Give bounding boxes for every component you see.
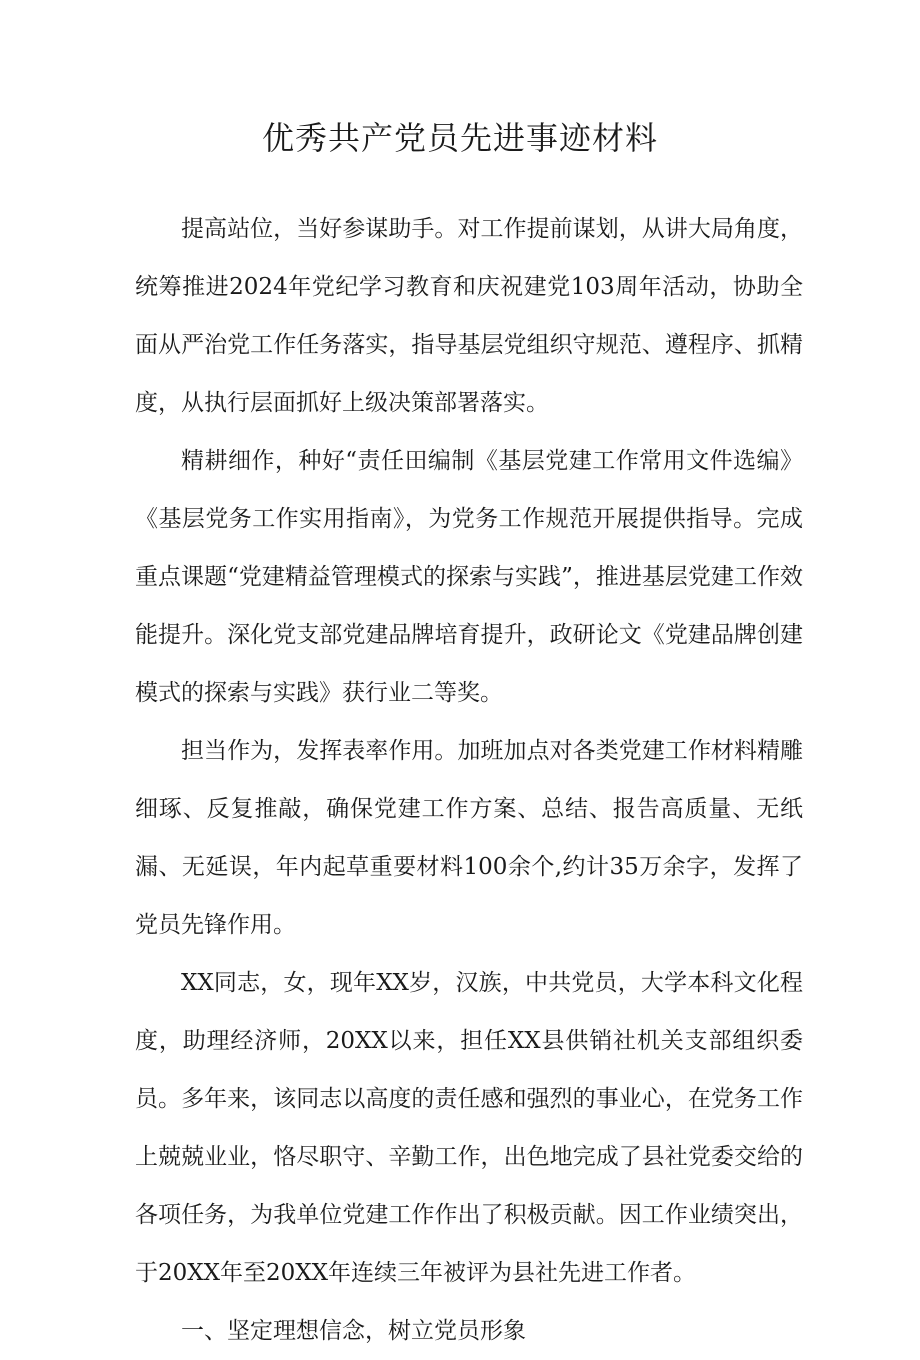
paragraph-4: XX同志，女，现年XX岁，汉族，中共党员，大学本科文化程度，助理经济师，20XX以来，担任XX县供销社机关支部组织委员。多年来，该同志以高度的责任感和强烈的事业心，在党务工作上兢兢业业，恪尽职守、辛勤工作，出色地完成了县社党委交给的各项任务，为我单位党建工作作出了积极贡献。因工作业绩突出，于20XX年至20XX年连续三年被评为县社先进工作者。 <box>135 970 803 1286</box>
paragraph-1: 提高站位，当好参谋助手。对工作提前谋划，从讲大局角度，统筹推进2024年党纪学习教育和庆祝建党103周年活动，协助全面从严治党工作任务落实，指导基层党组织守规范、遵程序、抓精度，从执行层面抓好上级决策部署落实。 <box>135 216 803 416</box>
paragraph-2: 精耕细作，种好“责任田编制《基层党建工作常用文件选编》《基层党务工作实用指南》，为党务工作规范开展提供指导。完成重点课题“党建精益管理模式的探索与实践”，推进基层党建工作效能提升。深化党支部党建品牌培育提升，政研论文《党建品牌创建模式的探索与实践》获行业二等奖。 <box>135 448 803 706</box>
paragraph-3: 担当作为，发挥表率作用。加班加点对各类党建工作材料精雕细琢、反复推敲，确保党建工作方案、总结、报告高质量、无纸漏、无延误，年内起草重要材料100余个,约计35万余字，发挥了党员先锋作用。 <box>135 738 803 938</box>
document-body <box>135 200 803 1360</box>
document-title: 优秀共产党员先进事迹材料 <box>261 119 658 157</box>
section-heading-1: 一、坚定理想信念，树立党员形象 <box>181 1318 526 1344</box>
